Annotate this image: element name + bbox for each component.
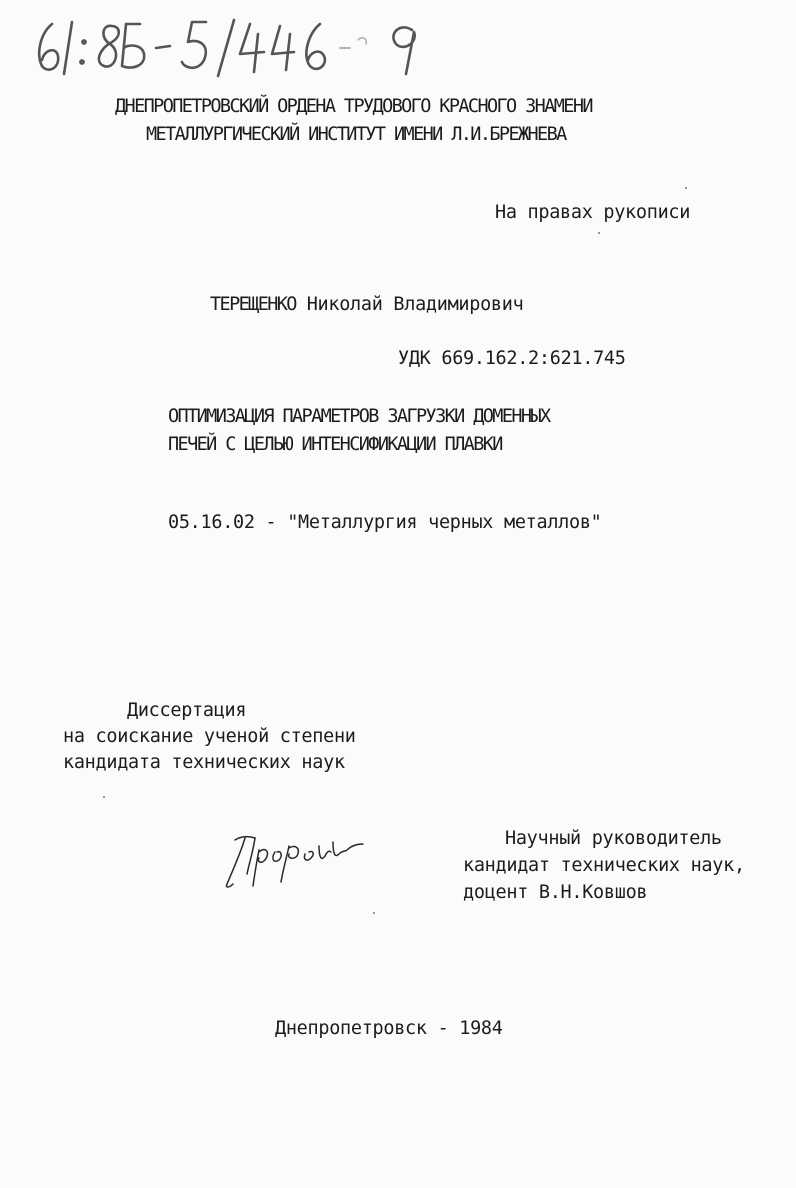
author-signature	[215, 830, 375, 892]
udc-code: УДК 669.162.2:621.745	[398, 348, 626, 369]
scan-speck	[598, 232, 600, 234]
author-name	[210, 294, 523, 315]
degree-line-1: Диссертация	[127, 700, 247, 721]
supervisor-line-1: Научный руководитель	[505, 828, 722, 849]
degree-line-3: кандидата технических наук	[63, 752, 345, 773]
institute-line-1: ДНЕПРОПЕТРОВСКИЙ ОРДЕНА ТРУДОВОГО КРАСНОГО ЗНАМЕНИ	[115, 96, 592, 117]
scan-speck	[373, 912, 375, 914]
shelf-mark-handwriting	[28, 12, 448, 82]
supervisor-line-2: кандидат технических наук,	[463, 855, 745, 876]
city-and-year: Днепропетровск - 1984	[275, 1018, 503, 1039]
scan-speck	[685, 187, 687, 189]
degree-line-2: на соискание ученой степени	[63, 726, 356, 747]
thesis-title-line-1: ОПТИМИЗАЦИЯ ПАРАМЕТРОВ ЗАГРУЗКИ ДОМЕННЫХ	[168, 406, 550, 427]
thesis-title-line-2: ПЕЧЕЙ С ЦЕЛЬЮ ИНТЕНСИФИКАЦИИ ПЛАВКИ	[168, 434, 502, 455]
scan-speck	[103, 796, 105, 798]
author-given-name: Николай Владимирович	[306, 294, 524, 315]
institute-line-2: МЕТАЛЛУРГИЧЕСКИЙ ИНСТИТУТ ИМЕНИ Л.И.БРЕЖНЕВА	[146, 124, 566, 145]
specialty-code: 05.16.02 - "Металлургия черных металлов"	[168, 512, 602, 533]
manuscript-rights: На правах рукописи	[495, 202, 691, 223]
supervisor-line-3: доцент В.Н.Ковшов	[463, 882, 648, 903]
author-surname: ТЕРЕЩЕНКО	[210, 294, 296, 315]
